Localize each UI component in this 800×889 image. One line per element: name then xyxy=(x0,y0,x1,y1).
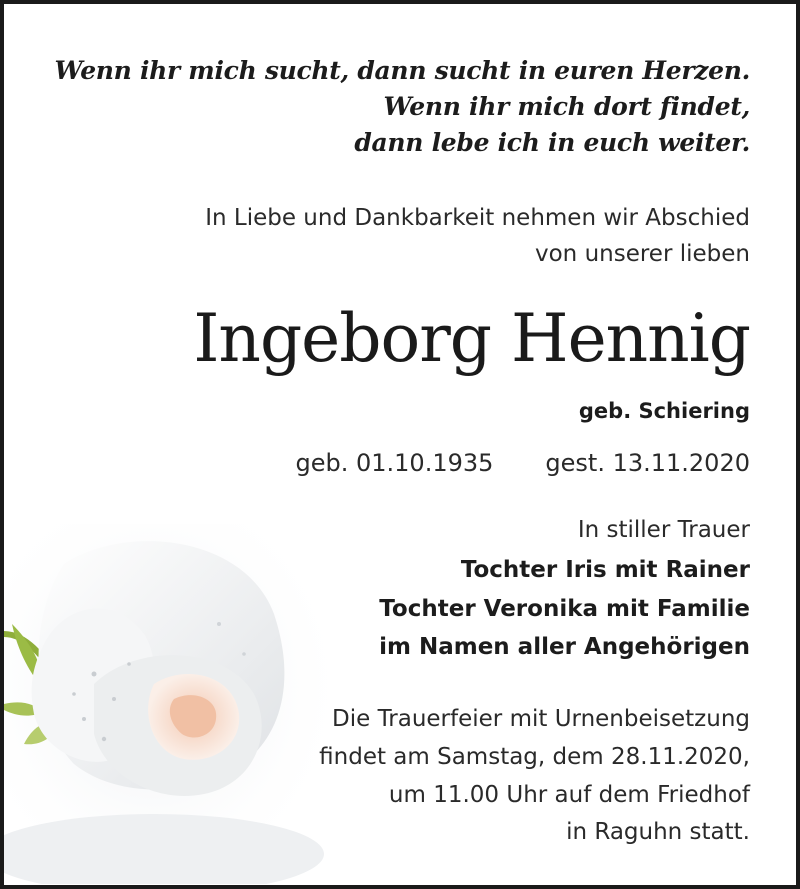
verse-line: Wenn ihr mich dort findet, xyxy=(383,92,750,121)
verse-line: dann lebe ich in euch weiter. xyxy=(354,128,750,157)
mourner-line: Tochter Veronika mit Familie xyxy=(379,596,750,622)
birth-date: geb. 01.10.1935 xyxy=(295,449,494,477)
mourner-line: im Namen aller Angehörigen xyxy=(379,634,750,660)
service-line: findet am Samstag, dem 28.11.2020, xyxy=(319,744,750,770)
deceased-name: Ingeborg Hennig xyxy=(193,300,750,377)
intro-line: In Liebe und Dankbarkeit nehmen wir Abschied xyxy=(205,205,750,231)
service-line: in Raguhn statt. xyxy=(566,819,750,845)
mourner-line: Tochter Iris mit Rainer xyxy=(460,557,750,583)
white-rose-image xyxy=(4,524,334,884)
life-dates xyxy=(296,449,751,477)
intro-line: von unserer lieben xyxy=(535,241,750,267)
verse-line: Wenn ihr mich sucht, dann sucht in euren Herzen. xyxy=(54,56,750,85)
service-line: Die Trauerfeier mit Urnenbeisetzung xyxy=(332,706,750,732)
death-date: gest. 13.11.2020 xyxy=(545,449,750,477)
maiden-name: geb. Schiering xyxy=(578,399,750,423)
service-line: um 11.00 Uhr auf dem Friedhof xyxy=(388,782,750,808)
mourning-heading: In stiller Trauer xyxy=(577,517,750,543)
